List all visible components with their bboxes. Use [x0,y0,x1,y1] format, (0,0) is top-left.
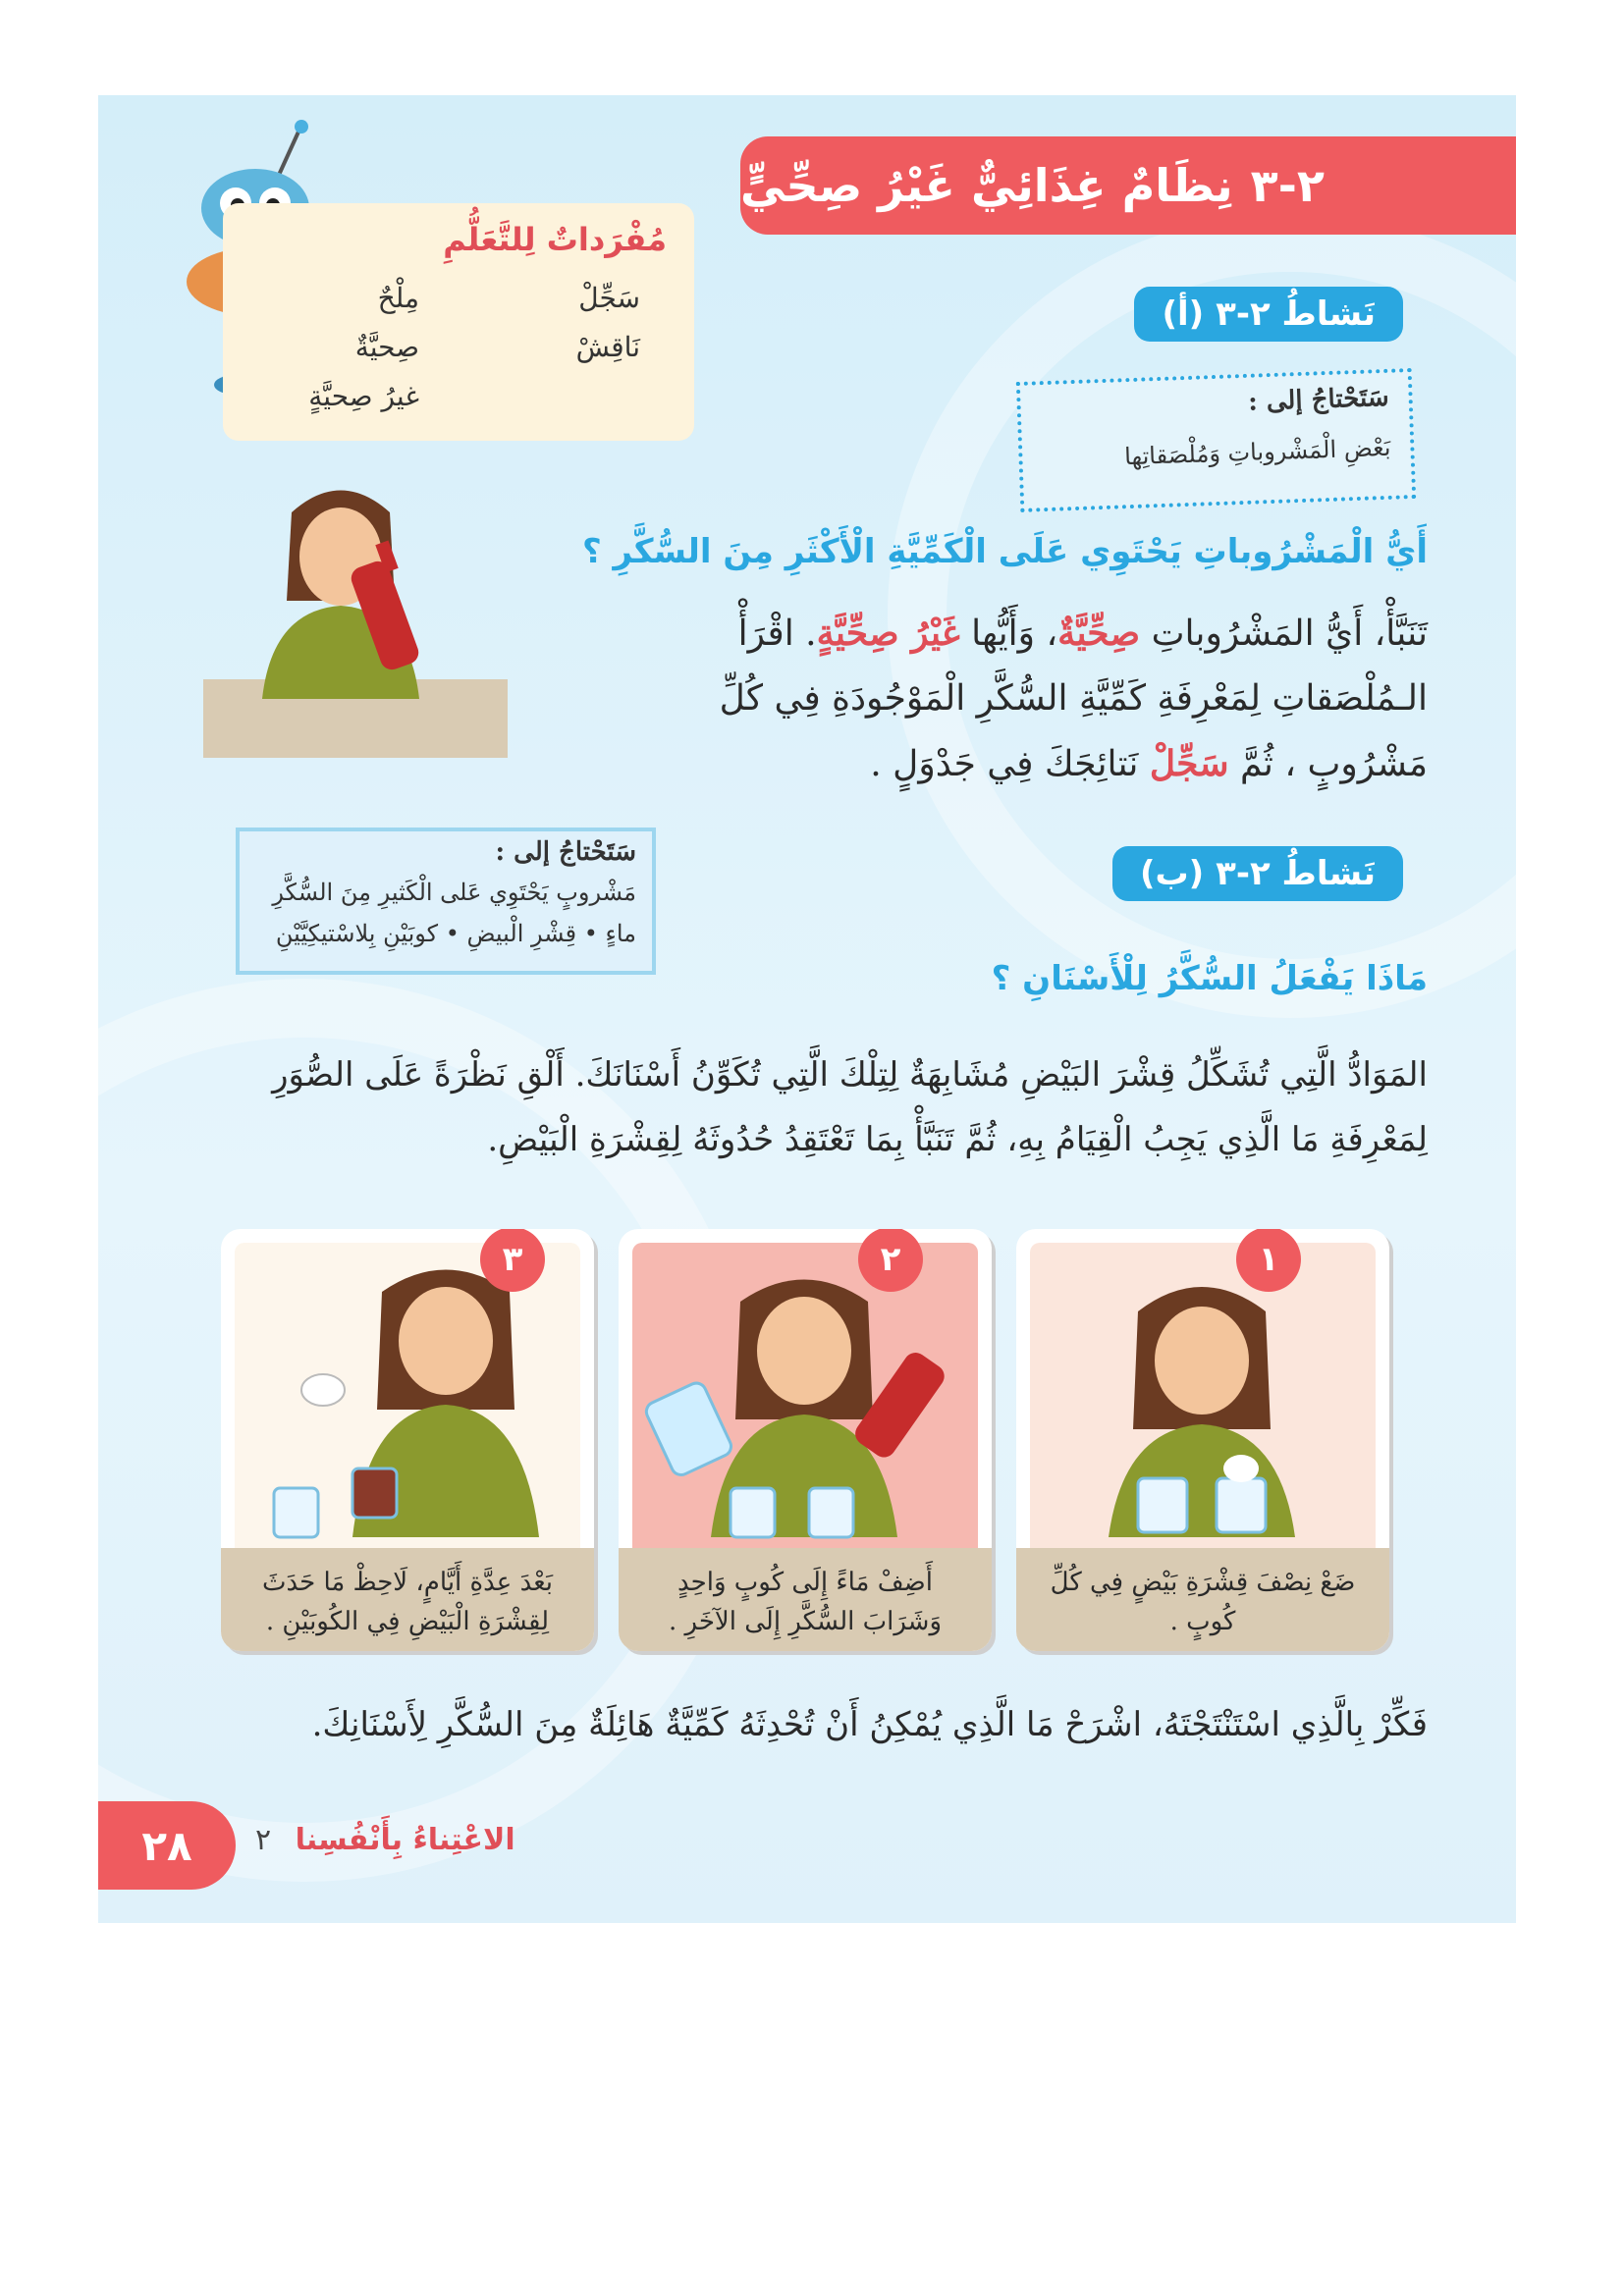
vocabulary-title: مُفْرَداتٌ لِلتَّعَلُّمِ [443,221,667,258]
vocab-word: غيرُ صِحيَّةٍ [308,380,419,412]
materials-heading: سَتَحْتاجُ إلى : [495,837,636,867]
vocab-word: سَجِّلْ [578,282,640,314]
vocab-word: صِحيَّةٌ [354,331,419,363]
materials-box-a [1016,368,1416,512]
section-title-band [740,136,1516,235]
vocab-word: نَاقِشْ [575,331,640,363]
materials-heading: سَتَحْتاجُ إلى : [1247,382,1390,417]
step-number-badge: ١ [1236,1229,1301,1292]
activity-a-tag: نَشاطُ ٢-٣ (أ) [1134,287,1403,342]
materials-item: ماءٍ • قِشْرِ الْبيضِ • كوبَيْنِ بِلاسْتيكِيَّيْنِ [275,920,636,947]
step-number-badge: ٣ [480,1229,545,1292]
conclusion-text: فَكِّرْ بِالَّذِي اسْتَنْتَجْتَهُ، اشْرَحْ مَا الَّذِي يُمْكِنُ أَنْ تُحْدِثَهُ كَمِّيَّةٌ هَائِلَةٌ مِنَ السُّكَّرِ لِأَسْنَانِكَ. [311,1705,1428,1744]
step-caption: ضَعْ نِصْفَ قِشْرَةِ بَيْضٍ فِي كُلِّ كُوبٍ . [1050,1568,1356,1636]
instructions-line-2: الـمُلْصَقاتِ لِمَعْرِفَةِ كَمِّيَّةِ السُّكَّرِ الْمَوْجُودَةِ فِي كُلِّ [719,678,1428,719]
page-number: ٢٨ [98,1801,236,1890]
highlight-record: سَجِّلْ [1149,743,1229,784]
step-panel-1 [1016,1229,1389,1651]
step-number-badge: ٢ [858,1229,923,1292]
text-fragment: تَنَبَّأْ، أَيُّ المَشْرُوباتِ [1140,614,1428,654]
highlight-unhealthy: غَيْرُ صِحِّيَّةٍ [816,613,960,654]
chapter-title: الاعْتِناءُ بِأَنْفُسِنا [295,1823,515,1857]
materials-box-b [236,828,656,975]
question-a: أَيُّ الْمَشْرُوباتِ يَحْتَوِي عَلَى الْكَمِّيَّةِ الْأَكْثَرِ مِنَ السُّكَّرِ ؟ [581,532,1428,571]
materials-item: بَعْضِ الْمَشْروباتِ وَمُلْصَقاتِها [1123,433,1391,471]
instructions-line-1: المَوَادُّ الَّتِي تُشَكِّلُ قِشْرَ البَيْضِ مُشَابِهَةٌ لِتِلْكَ الَّتِي تُكَوِّنُ أَسْنَانَكَ. أَلْقِ نَظْرَةً عَلَى الصُّوَرِ [272,1055,1428,1095]
girl-with-bottle-illustration [203,473,508,758]
text-fragment: مَشْرُوبٍ ، ثُمَّ [1228,744,1428,784]
activity-a-instructions [642,601,1428,797]
instructions-line-2: لِمَعْرِفَةِ مَا الَّذِي يَجِبُ الْقِيَامُ بِهِ، ثُمَّ تَنَبَّأْ بِمَا تَعْتَقِدُ حُدُوثَهُ لِقِشْرَةِ الْبَيْضِ. [487,1120,1428,1159]
activity-b-tag: نَشاطُ ٢-٣ (ب) [1112,846,1403,901]
vocabulary-box [223,203,694,441]
text-fragment: . اقْرَأْ [737,614,817,654]
text-fragment: ، وَأَيُّها [959,614,1058,654]
section-number: ٢-٣ [1250,159,1325,212]
step-caption: أَضِفْ مَاءً إِلَى كُوبٍ وَاحِدٍ وَشَرَابَ السُّكَّرِ إِلَى الآخَرِ . [668,1568,943,1636]
materials-item: مَشْروبٍ يَحْتَوِي عَلى الْكَثيرِ مِنَ السُّكَّرِ [272,879,636,906]
question-b: مَاذَا يَفْعَلُ السُّكَّرُ لِلْأَسْنَانِ ؟ [991,959,1428,998]
step-panel-3 [221,1229,594,1651]
instructions-line-1 [642,601,1428,667]
highlight-healthy: صِحِّيَّةٌ [1057,613,1141,654]
section-title: نِظَامٌ غِذَائِيٌّ غَيْرُ صِحِّيٍّ [740,159,1233,212]
instructions-line-3 [642,731,1428,797]
chapter-label [255,1823,515,1857]
step-panel-2 [619,1229,992,1651]
textbook-page [98,95,1516,1923]
step-caption: بَعْدَ عِدَّةِ أَيَّامٍ، لَاحِظْ مَا حَدَثَ لِقِشْرَةِ الْبَيْضِ فِي الكُوبَيْنِ . [261,1568,554,1636]
activity-b-instructions [190,1042,1428,1172]
vocab-word: مِلْحٌ [377,282,419,314]
text-fragment: نَتائِجَكَ فِي جَدْوَلٍ . [870,744,1150,784]
chapter-number: ٢ [255,1823,272,1857]
